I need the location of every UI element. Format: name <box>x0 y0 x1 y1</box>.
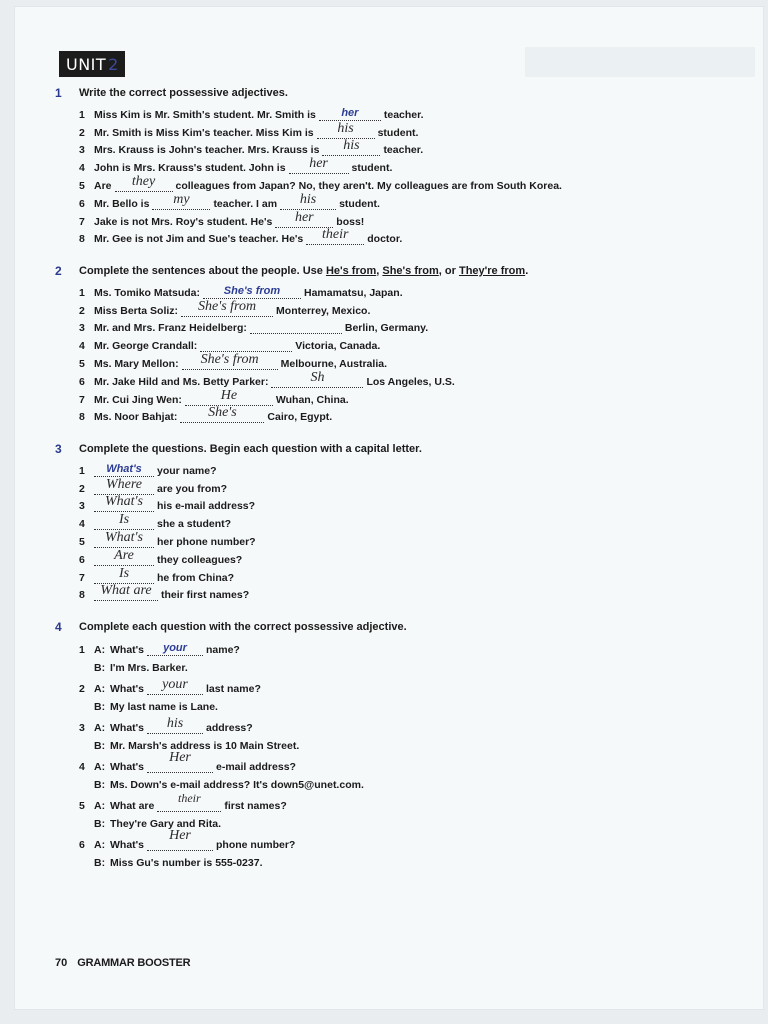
option-phrase: She's from <box>382 265 439 277</box>
dialogue-item <box>79 790 407 830</box>
faded-header-block <box>525 47 755 77</box>
option-phrase: He's from <box>325 265 377 277</box>
answer-text: their <box>322 227 349 243</box>
answer-blank[interactable] <box>152 191 210 210</box>
item-number: 3 <box>79 144 85 157</box>
person-name: Ms. Tomiko Matsuda: <box>94 286 200 299</box>
item-number: 5 <box>79 535 85 548</box>
item-text: Mr. Gee is not Jim and Sue's teacher. He's <box>94 233 304 246</box>
item-text: his e-mail address? <box>157 500 256 513</box>
answer-text: his <box>166 715 184 731</box>
answer-blank[interactable] <box>94 514 154 530</box>
item-number: 4 <box>79 162 85 175</box>
item-text: boss! <box>336 215 365 228</box>
response-text: Mr. Marsh's address is 10 Main Street. <box>110 740 300 752</box>
person-name: Mr. George Crandall: <box>94 340 198 353</box>
exercise-number: 1 <box>55 86 62 100</box>
item-number: 6 <box>79 838 85 851</box>
item-number: 3 <box>79 322 85 335</box>
item-text: teacher. <box>383 108 424 121</box>
exercise-2 <box>55 263 528 423</box>
exercise-item <box>79 210 562 228</box>
exercise-item <box>79 121 562 139</box>
exercise-1 <box>55 85 562 245</box>
person-name: Ms. Noor Bahjat: <box>94 411 178 424</box>
answer-text: Sh <box>310 369 325 385</box>
answer-text: Where <box>105 476 143 492</box>
item-number: 7 <box>79 393 85 406</box>
answer-text: your <box>163 641 187 654</box>
item-text: What's <box>110 721 144 734</box>
answer-blank[interactable] <box>306 229 364 245</box>
speaker-a-label: A: <box>94 682 106 695</box>
exercise-item <box>79 548 422 566</box>
exercise-number: 4 <box>55 620 62 634</box>
option-phrase: They're from <box>458 265 526 277</box>
exercise-item <box>79 370 528 388</box>
page-number: 70 <box>55 957 68 969</box>
item-text: doctor. <box>367 233 403 246</box>
exercise-item <box>79 352 528 370</box>
answer-blank[interactable] <box>147 676 203 695</box>
item-text: are you from? <box>157 482 228 495</box>
item-number: 2 <box>79 126 85 139</box>
item-text: What's <box>110 838 144 851</box>
exercise-instruction: Complete the questions. Begin each question with a capital letter. <box>79 443 422 455</box>
place-text: Melbourne, Australia. <box>280 357 387 370</box>
person-name: Mr. and Mrs. Franz Heidelberg: <box>94 322 247 335</box>
exercise-item <box>79 566 422 584</box>
item-text: Are <box>94 179 112 192</box>
exercise-item <box>79 156 562 174</box>
instruction-text: , <box>376 265 380 277</box>
speaker-a-label: A: <box>94 643 106 656</box>
item-text: address? <box>206 721 253 734</box>
place-text: Wuhan, China. <box>275 393 349 406</box>
answer-text: his <box>299 191 317 207</box>
answer-blank[interactable] <box>147 827 213 851</box>
exercise-item <box>79 139 562 157</box>
item-text: student. <box>377 126 419 139</box>
exercise-item <box>79 281 528 299</box>
item-number: 8 <box>79 233 85 246</box>
item-number: 5 <box>79 357 85 370</box>
answer-blank[interactable] <box>115 173 173 192</box>
answer-blank[interactable] <box>319 105 381 121</box>
place-text: Los Angeles, U.S. <box>366 375 455 388</box>
exercise-instruction: Write the correct possessive adjectives. <box>79 87 288 99</box>
answer-blank[interactable] <box>147 749 213 773</box>
exercise-item <box>79 406 528 424</box>
item-text: teacher. I am <box>213 197 278 210</box>
exercise-item <box>79 388 528 406</box>
unit-badge <box>59 51 125 77</box>
item-number: 2 <box>79 482 85 495</box>
exercise-item <box>79 317 528 335</box>
item-number: 5 <box>79 799 85 812</box>
speaker-b-label: B: <box>94 818 106 830</box>
dialogue-item <box>79 637 407 674</box>
item-number: 1 <box>79 286 85 299</box>
item-text: their first names? <box>161 589 250 602</box>
speaker-b-label: B: <box>94 740 106 752</box>
dialogue-item <box>79 715 407 752</box>
exercise-item <box>79 512 422 530</box>
item-text: colleagues from Japan? No, they aren't. My colleagues are from South Korea. <box>175 179 562 192</box>
item-number: 5 <box>79 179 85 192</box>
answer-text: She's from <box>197 298 257 314</box>
answer-blank[interactable] <box>157 790 221 812</box>
page-footer <box>55 957 190 969</box>
answer-text: Is <box>118 512 130 528</box>
item-text: student. <box>339 197 380 210</box>
item-text: her phone number? <box>157 535 256 548</box>
dialogue-item <box>79 676 407 713</box>
answer-blank[interactable] <box>317 120 375 139</box>
unit-number: 2 <box>108 54 119 74</box>
exercise-item <box>79 530 422 548</box>
item-number: 7 <box>79 215 85 228</box>
item-text: they colleagues? <box>157 553 243 566</box>
answer-blank[interactable] <box>94 585 158 601</box>
exercise-4 <box>55 619 407 871</box>
exercise-item <box>79 477 422 495</box>
exercise-item <box>79 192 562 210</box>
exercise-instruction <box>79 263 528 279</box>
answer-text: they <box>131 173 156 189</box>
speaker-b-label: B: <box>94 779 106 791</box>
answer-blank[interactable] <box>280 191 336 210</box>
item-text: last name? <box>206 682 261 695</box>
answer-text: He <box>220 387 238 403</box>
instruction-text: , or <box>438 265 456 277</box>
exercise-3 <box>55 441 422 601</box>
answer-blank[interactable] <box>203 283 301 299</box>
response-text: They're Gary and Rita. <box>110 818 222 830</box>
speaker-b-label: B: <box>94 857 106 869</box>
item-text: teacher. <box>383 144 424 157</box>
place-text: Victoria, Canada. <box>295 340 381 353</box>
item-text: student. <box>351 162 393 175</box>
item-number: 2 <box>79 682 85 695</box>
person-name: Miss Berta Soliz: <box>94 304 179 317</box>
answer-blank[interactable] <box>181 298 273 317</box>
item-text: name? <box>206 643 240 656</box>
answer-blank[interactable] <box>94 529 154 548</box>
answer-text: his <box>337 120 354 136</box>
answer-text: her <box>341 106 359 119</box>
speaker-b-label: B: <box>94 701 106 713</box>
answer-text: Is <box>118 565 130 581</box>
item-text: Miss Kim is Mr. Smith's student. Mr. Smith is <box>94 108 316 121</box>
answer-text: Her <box>169 749 191 765</box>
answer-blank[interactable] <box>271 369 363 388</box>
item-text: John is Mrs. Krauss's student. John is <box>94 162 286 175</box>
dialogue-item <box>79 749 407 791</box>
person-name: Mr. Jake Hild and Ms. Betty Parker: <box>94 375 269 388</box>
item-number: 6 <box>79 197 85 210</box>
speaker-a-label: A: <box>94 760 106 773</box>
unit-label: UNIT <box>66 54 107 74</box>
item-number: 8 <box>79 411 85 424</box>
item-text: What are <box>110 799 155 812</box>
place-text: Hamamatsu, Japan. <box>303 286 403 299</box>
place-text: Cairo, Egypt. <box>267 411 333 424</box>
item-number: 2 <box>79 304 85 317</box>
answer-text: What's <box>105 494 143 510</box>
exercise-item <box>79 334 528 352</box>
answer-text: her <box>294 209 314 225</box>
worksheet-page <box>14 6 764 1010</box>
item-number: 4 <box>79 518 85 531</box>
item-text: your name? <box>157 464 217 477</box>
item-number: 3 <box>79 721 85 734</box>
item-number: 6 <box>79 375 85 388</box>
answer-blank[interactable] <box>94 461 154 477</box>
item-number: 1 <box>79 108 85 121</box>
exercise-number: 2 <box>55 264 62 278</box>
instruction-text: . <box>525 265 529 277</box>
answer-text: your <box>162 676 188 692</box>
response-text: My last name is Lane. <box>110 701 218 713</box>
person-name: Mr. Cui Jing Wen: <box>94 393 182 406</box>
exercise-item <box>79 495 422 513</box>
answer-blank[interactable] <box>94 476 154 495</box>
response-text: Ms. Down's e-mail address? It's down5@unet.com. <box>110 779 364 791</box>
exercise-item <box>79 174 562 192</box>
exercise-item <box>79 299 528 317</box>
item-text: Mr. Bello is <box>94 197 150 210</box>
item-number: 1 <box>79 464 85 477</box>
item-text: Jake is not Mrs. Roy's student. He's <box>94 215 273 228</box>
response-text: I'm Mrs. Barker. <box>110 662 188 674</box>
item-number: 6 <box>79 553 85 566</box>
item-text: he from China? <box>157 571 235 584</box>
answer-text: She's <box>208 405 237 421</box>
item-text: e-mail address? <box>216 760 296 773</box>
item-text: Mr. Smith is Miss Kim's teacher. Miss Kim is <box>94 126 314 139</box>
answer-text: She's from <box>200 351 259 367</box>
answer-text: What's <box>106 462 142 475</box>
item-text: she a student? <box>157 518 232 531</box>
speaker-a-label: A: <box>94 838 106 851</box>
exercise-item <box>79 584 422 602</box>
item-text: What's <box>110 643 144 656</box>
item-text: first names? <box>224 799 287 812</box>
place-text: Berlin, Germany. <box>344 322 429 335</box>
response-text: Miss Gu's number is 555-0237. <box>110 857 263 869</box>
speaker-a-label: A: <box>94 721 106 734</box>
section-title: GRAMMAR BOOSTER <box>77 957 191 969</box>
item-text: What's <box>110 682 144 695</box>
item-number: 3 <box>79 500 85 513</box>
answer-text: Are <box>114 547 134 563</box>
answer-text: my <box>173 191 190 207</box>
dialogue-item <box>79 827 407 869</box>
item-text: What's <box>110 760 144 773</box>
answer-text: She's from <box>223 284 281 297</box>
answer-blank[interactable] <box>147 715 203 734</box>
place-text: Monterrey, Mexico. <box>276 304 371 317</box>
item-number: 1 <box>79 643 85 656</box>
answer-blank[interactable] <box>94 565 154 584</box>
exercise-item <box>79 103 562 121</box>
exercise-item <box>79 459 422 477</box>
answer-blank[interactable] <box>275 209 333 228</box>
instruction-text: Complete the sentences about the people. Use <box>79 265 323 277</box>
answer-blank[interactable] <box>94 547 154 566</box>
answer-text: Her <box>169 827 191 843</box>
answer-blank[interactable] <box>182 351 278 370</box>
answer-blank[interactable] <box>180 407 264 423</box>
person-name: Ms. Mary Mellon: <box>94 357 179 370</box>
answer-blank[interactable] <box>289 158 349 174</box>
exercise-item <box>79 228 562 246</box>
item-number: 7 <box>79 571 85 584</box>
item-number: 4 <box>79 760 85 773</box>
answer-text: What's <box>105 529 143 545</box>
item-number: 8 <box>79 589 85 602</box>
answer-blank[interactable] <box>94 496 154 512</box>
answer-blank[interactable] <box>250 318 342 334</box>
answer-text: her <box>309 156 328 172</box>
answer-text: What are <box>100 583 152 599</box>
answer-blank[interactable] <box>185 387 273 406</box>
item-text: Mrs. Krauss is John's teacher. Mrs. Krauss is <box>94 144 320 157</box>
answer-blank[interactable] <box>147 640 203 656</box>
answer-text: his <box>343 138 360 154</box>
speaker-b-label: B: <box>94 662 106 674</box>
item-number: 4 <box>79 340 85 353</box>
answer-blank[interactable] <box>322 140 380 156</box>
item-text: phone number? <box>216 838 296 851</box>
exercise-number: 3 <box>55 442 62 456</box>
exercise-instruction: Complete each question with the correct possessive adjective. <box>79 621 407 633</box>
answer-text: their <box>178 790 201 805</box>
speaker-a-label: A: <box>94 799 106 812</box>
answer-blank[interactable] <box>200 336 292 352</box>
